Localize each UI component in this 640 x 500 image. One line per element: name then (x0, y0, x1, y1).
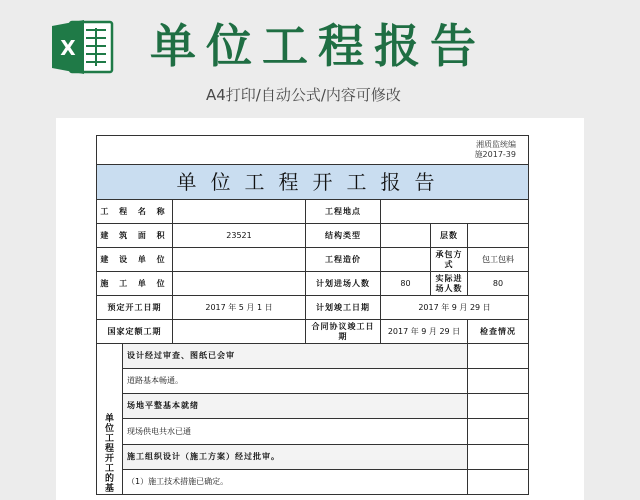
contract-mode-label: 承包方式 (431, 248, 468, 272)
check-item: 设计经过审查、图纸已会审 (123, 344, 468, 369)
cost-label: 工程造价 (306, 248, 381, 272)
check-item: 道路基本畅通。 (123, 369, 468, 394)
check-item: （1）施工技术措施已确定。 (123, 469, 468, 494)
table-row (97, 320, 529, 344)
planned-start-cell[interactable]: 2017 年 5 月 1 日 (173, 296, 306, 320)
planned-finish-cell[interactable]: 2017 年 9 月 29 日 (381, 296, 529, 320)
title-row (97, 165, 529, 200)
svg-text:X: X (60, 36, 76, 60)
check-item: 施工组织设计（施工方案）经过批审。 (123, 444, 468, 469)
section-label (97, 344, 123, 495)
inspection-cell[interactable] (468, 369, 529, 394)
structure-type-cell[interactable] (381, 224, 431, 248)
excel-icon (52, 20, 114, 74)
doc-number (97, 136, 529, 165)
table-row (97, 272, 529, 296)
table-row (97, 296, 529, 320)
owner-label: 建 设 单 位 (97, 248, 173, 272)
table-row (97, 224, 529, 248)
section-label-text: 单位工程开工的基 (104, 414, 114, 494)
inspection-cell[interactable] (468, 444, 529, 469)
actual-workers-cell[interactable]: 80 (468, 272, 529, 296)
table-row (97, 200, 529, 224)
planned-workers-cell[interactable]: 80 (381, 272, 431, 296)
planned-start-label: 预定开工日期 (97, 296, 173, 320)
project-location-label: 工程地点 (306, 200, 381, 224)
contract-finish-cell[interactable]: 2017 年 9 月 29 日 (381, 320, 468, 344)
check-item: 现场供电共水已通 (123, 419, 468, 444)
floors-cell[interactable] (468, 224, 529, 248)
banner (0, 0, 640, 118)
structure-type-label: 结构类型 (306, 224, 381, 248)
report-sheet (56, 118, 584, 500)
contractor-label: 施 工 单 位 (97, 272, 173, 296)
floors-label: 层数 (431, 224, 468, 248)
actual-workers-label: 实际进场人数 (431, 272, 468, 296)
page-title: 单位工程报告 (150, 19, 486, 73)
contract-mode-cell[interactable]: 包工包料 (468, 248, 529, 272)
report-table (96, 135, 529, 495)
owner-cell[interactable] (173, 248, 306, 272)
cost-cell[interactable] (381, 248, 431, 272)
project-name-label: 工 程 名 称 (97, 200, 173, 224)
inspection-cell[interactable] (468, 469, 529, 494)
project-name-cell[interactable] (173, 200, 306, 224)
table-row (97, 469, 529, 494)
building-area-label: 建 筑 面 积 (97, 224, 173, 248)
table-row (97, 369, 529, 394)
inspection-cell[interactable] (468, 344, 529, 369)
table-row (97, 248, 529, 272)
inspection-cell[interactable] (468, 394, 529, 419)
check-item: 场地平整基本就绪 (123, 394, 468, 419)
table-row (97, 444, 529, 469)
inspection-header: 检查情况 (468, 320, 529, 344)
report-title: 单位工程开工报告 (97, 165, 529, 200)
table-row (97, 419, 529, 444)
doc-number-row (97, 136, 529, 165)
page-subtitle: A4打印/自动公式/内容可修改 (206, 86, 401, 104)
project-location-cell[interactable] (381, 200, 529, 224)
planned-finish-label: 计划竣工日期 (306, 296, 381, 320)
doc-number-line2: 施2017-39 (474, 150, 516, 159)
contract-finish-label: 合同协议竣工日期 (306, 320, 381, 344)
table-row (97, 394, 529, 419)
quota-period-cell[interactable] (173, 320, 306, 344)
quota-period-label: 国家定额工期 (97, 320, 173, 344)
building-area-cell[interactable]: 23521 (173, 224, 306, 248)
inspection-cell[interactable] (468, 419, 529, 444)
contractor-cell[interactable] (173, 272, 306, 296)
table-row (97, 344, 529, 369)
planned-workers-label: 计划进场人数 (306, 272, 381, 296)
doc-number-line1: 湘质监统编 (476, 140, 516, 149)
